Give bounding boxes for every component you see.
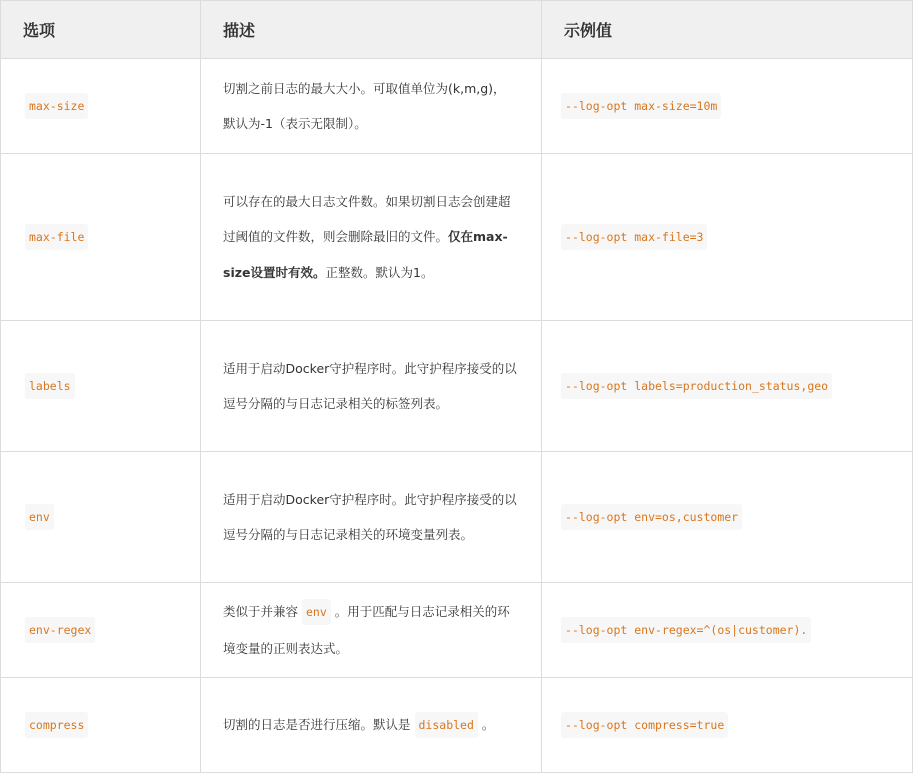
option-name: compress (25, 712, 88, 738)
option-cell (1, 321, 201, 452)
description-text: 切割之前日志的最大大小。可取值单位为(k,m,g)， 默认为-1（表示无限制）。 (223, 80, 506, 131)
option-name: env (25, 504, 54, 530)
example-cell (542, 59, 913, 154)
example-value: --log-opt labels=production_status,geo (561, 373, 832, 399)
option-name: env-regex (25, 617, 95, 643)
description-bold-text: 仅在max-size设置时有效。 (223, 229, 508, 280)
description-text: 类似于并兼容 (223, 604, 299, 619)
table-row (1, 321, 913, 452)
table-row (1, 154, 913, 321)
example-value: --log-opt env-regex=^(os|customer). (561, 617, 811, 643)
table-row (1, 452, 913, 583)
example-cell (542, 452, 913, 583)
option-name: max-file (25, 224, 88, 250)
header-option: 选项 (1, 1, 201, 59)
option-cell (1, 59, 201, 154)
description-cell (201, 154, 542, 321)
example-value: --log-opt max-file=3 (561, 224, 707, 250)
example-cell (542, 154, 913, 321)
option-cell (1, 583, 201, 678)
description-cell (201, 678, 542, 773)
option-name: max-size (25, 93, 88, 119)
description-text: 切割的日志是否进行压缩。默认是 (223, 716, 411, 732)
table-row (1, 678, 913, 773)
description-text-tail: 。 (481, 716, 495, 732)
description-cell (201, 321, 542, 452)
example-value: --log-opt compress=true (561, 712, 728, 738)
description-cell (201, 452, 542, 583)
example-cell (542, 321, 913, 452)
option-cell (1, 678, 201, 773)
option-cell (1, 154, 201, 321)
inline-code: disabled (415, 712, 478, 738)
description-cell (201, 583, 542, 678)
description-cell (201, 59, 542, 154)
description-text: 适用于启动Docker守护程序时。此守护程序接受的以逗号分隔的与日志记录相关的标签列表。 (223, 360, 517, 411)
description-text-tail: 。用于匹配与日志记录相关的环境变量的正则表达式。 (223, 604, 510, 656)
table-header-row (1, 1, 913, 59)
header-description: 描述 (201, 1, 542, 59)
table-row (1, 583, 913, 678)
example-value: --log-opt env=os,customer (561, 504, 742, 530)
header-example: 示例值 (542, 1, 913, 59)
option-name: labels (25, 373, 75, 399)
description-text: 可以存在的最大日志文件数。如果切割日志会创建超过阈值的文件数，则会删除最旧的文件。 (223, 193, 511, 245)
example-value: --log-opt max-size=10m (561, 93, 721, 119)
description-text: 适用于启动Docker守护程序时。此守护程序接受的以逗号分隔的与日志记录相关的环境变量列表。 (223, 491, 517, 542)
table-row (1, 59, 913, 154)
inline-code: env (302, 599, 331, 625)
description-text-tail: 正整数。默认为1。 (325, 264, 434, 280)
option-cell (1, 452, 201, 583)
example-cell (542, 678, 913, 773)
example-cell (542, 583, 913, 678)
